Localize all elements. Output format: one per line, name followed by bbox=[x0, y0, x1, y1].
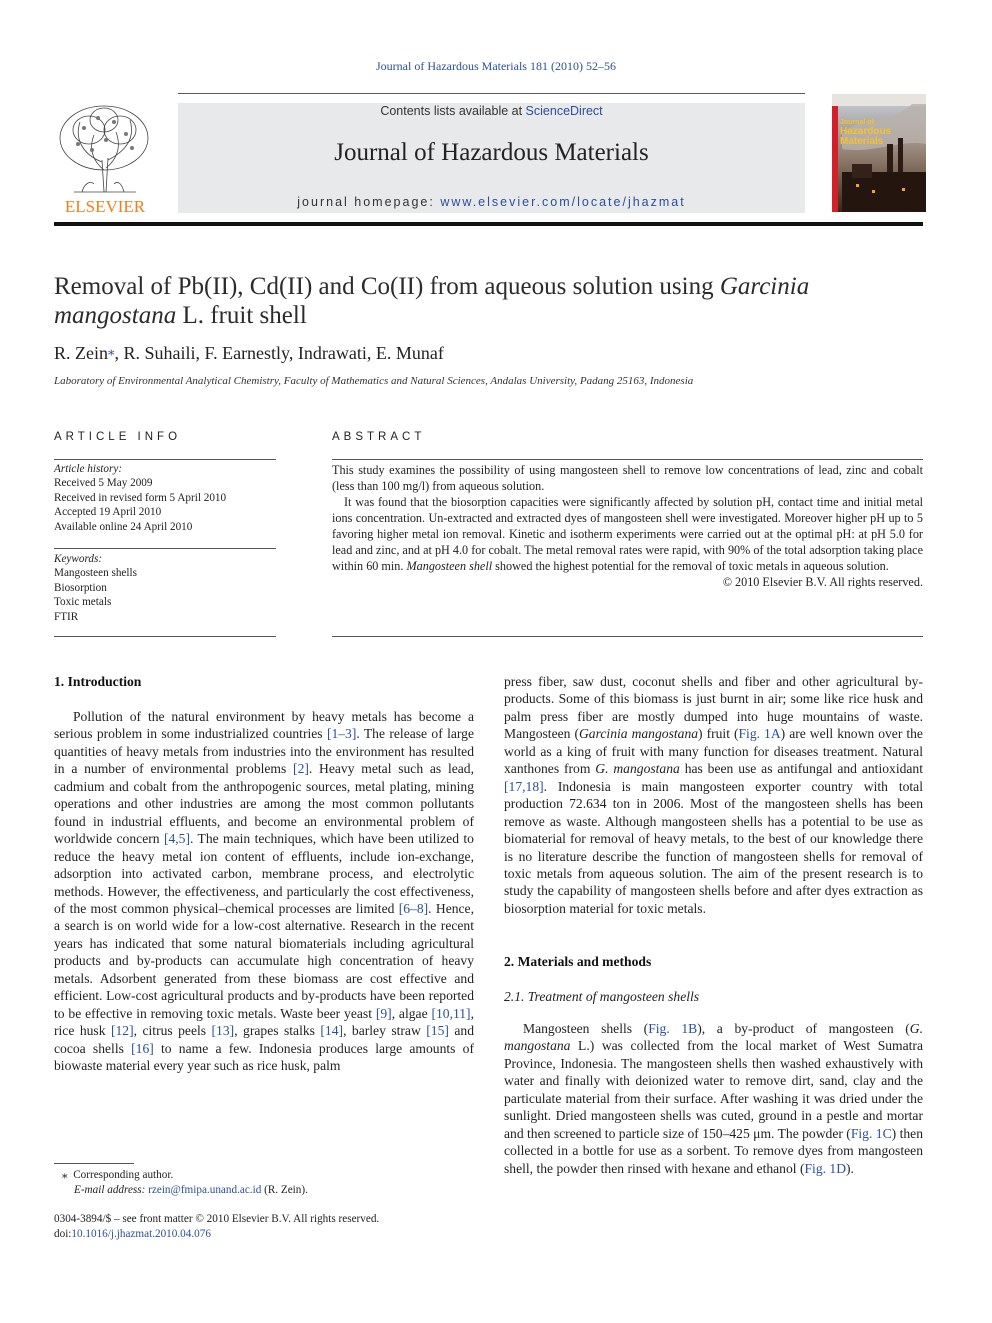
methods-text: Mangosteen shells (Fig. 1B), a by-product of mangosteen (G. mangostana L.) was collected from the local market of West Sumatra Province, Indonesia. The mangosteen shells then washed exhaustively with water and finally with deionized water to remove dirt, sand, clay and the particulate material from their surface. After washing it was dried under the sunlight. Dried mangosteen shells was cuted, ground in a pestle and mortar and then screened to particle size of 150–425 μm. The powder (Fig. 1C) then collected in a bottle for use as a sorbent. To remove dyes from mangosteen shell, the powder then rinsed with hexane and ethanol (Fig. 1D). bbox=[504, 1021, 923, 1176]
figure-link[interactable]: Fig. 1B bbox=[648, 1021, 698, 1036]
header-rule bbox=[54, 222, 923, 226]
introduction-paragraph-continued: press fiber, saw dust, coconut shells and fiber and other agricultural by-products. Some of this biomass is just burnt in air; some like rice husk and palm press fiber are mostly dumped into huge mountains of waste. Mangosteen (Garcinia mangostana) fruit (Fig. 1A) are well known over the world as a king of fruit with many function for diseases treatment. Natural xanthones from G. mangostana has been use as antifungal and antioxidant [17,18]. Indonesia is main mangosteen exporter country with total production 72.634 ton in 2006. Most of the mangosteen shells has been remove as waste. Although mangosteen shells has a potential to be use as biomaterial for removal of heavy metals, to the best of our knowledge there is no literature describe the function of mangosteen shells for removal of toxic metals from aqueous solution. The aim of the present research is to study the capability of mangosteen shells before and after dyes extraction as biosorption material for toxic metals. bbox=[504, 674, 923, 916]
figure-link[interactable]: Fig. 1D bbox=[804, 1160, 847, 1176]
journal-citation[interactable]: Journal of Hazardous Materials 181 (2010) 52–56 bbox=[376, 59, 616, 73]
reference-link[interactable]: [14] bbox=[320, 1023, 344, 1039]
corresponding-footnote bbox=[62, 1168, 482, 1197]
affiliation: Laboratory of Environmental Analytical Chemistry, Faculty of Mathematics and Natural Sciences, Andalas University, Padang 25163, Indonesia bbox=[54, 375, 694, 387]
abstract-body bbox=[332, 462, 923, 590]
title-italic2: mangostana bbox=[54, 302, 177, 329]
journal-cover bbox=[832, 94, 926, 212]
reference-link[interactable]: [1–3] bbox=[326, 726, 357, 742]
title-italic1: Garcinia bbox=[719, 273, 810, 300]
figure-link[interactable]: Fig. 1A bbox=[738, 726, 781, 742]
doi-prefix: doi: bbox=[54, 1227, 72, 1240]
contents-line bbox=[178, 104, 805, 118]
history-accepted: Accepted 19 April 2010 bbox=[54, 506, 162, 519]
svg-text:Hazardous: Hazardous bbox=[840, 126, 892, 137]
introduction-paragraph: Pollution of the natural environment by heavy metals has become a serious problem in some industrialized countries [1–3]. The release of large quantities of heavy metals from industries into the environment has resulted in a number of environmental problems [2]. Heavy metal such as lead, cadmium and cobalt from the anthropogenic sources, metal plating, mining operations and other industries are among the most common pollutants found in industrial effluents, and become an environmental problem of worldwide concern [4,5]. The main techniques, which have been utilized to reduce the heavy metal ion content of effluents, include ion-exchange, adsorption into activated carbon, membrane process, and electrolytic methods. However, the effectiveness, and particularly the cost effectiveness, of the most common physical–chemical processes are limited [6–8]. Hence, a search is on world wide for a low-cost alternative. Research in the recent years has indicated that some natural biomaterials including agricultural products and by-products can accumulate high concentration of heavy metals. Adsorbent generated from these biomass are cost effective and efficient. Low-cost agricultural products and by-products have been reported to be effective in removing toxic metals. Waste beer yeast [9], algae [10,11], rice husk [12], citrus peels [13], grapes stalks [14], barley straw [15] and cocoa shells [16] to name a few. Indonesia produces large amounts of biowaste material every year such as rice husk, palm bbox=[54, 709, 475, 1074]
abstract-paragraph-2 bbox=[332, 494, 923, 574]
article-info-bottom-rule bbox=[54, 636, 276, 637]
article-info-rule bbox=[54, 459, 276, 460]
reference-link[interactable]: [13] bbox=[211, 1023, 235, 1039]
footnote-mark: ⁎ bbox=[62, 1169, 68, 1181]
corresponding-mark[interactable]: ⁎ bbox=[108, 343, 115, 358]
homepage-prefix: journal homepage: bbox=[297, 195, 441, 209]
keyword: Toxic metals bbox=[54, 596, 112, 609]
abstract-paragraph-1: This study examines the possibility of using mangosteen shell to remove low concentrations of lead, zinc and cobalt (less than 100 mg/l) from aqueous solution. bbox=[332, 463, 923, 493]
email-link[interactable]: rzein@fmipa.unand.ac.id bbox=[148, 1183, 262, 1196]
abstract-italic: Mangosteen shell bbox=[406, 559, 493, 573]
abstract-text: showed the highest potential for the removal of toxic metals in aqueous solution. bbox=[492, 559, 889, 573]
article-title bbox=[54, 272, 914, 330]
email-label: E-mail address: bbox=[74, 1183, 149, 1196]
methods-paragraph bbox=[504, 1020, 923, 1177]
abstract-copyright: © 2010 Elsevier B.V. All rights reserved. bbox=[722, 575, 923, 589]
reference-link[interactable]: [9] bbox=[375, 1005, 392, 1021]
keywords bbox=[54, 552, 276, 624]
svg-text:Journal of: Journal of bbox=[840, 119, 874, 126]
svg-text:Materials: Materials bbox=[840, 136, 884, 147]
title-part2: L. fruit shell bbox=[176, 302, 307, 329]
footnote-label: Corresponding author. bbox=[73, 1169, 174, 1181]
keywords-label: Keywords: bbox=[54, 553, 103, 565]
contents-prefix: Contents lists available at bbox=[380, 104, 526, 118]
front-matter bbox=[54, 1212, 554, 1241]
sciencedirect-link[interactable]: ScienceDirect bbox=[525, 104, 603, 118]
keywords-rule bbox=[54, 548, 276, 549]
reference-link[interactable]: [4,5] bbox=[163, 831, 190, 847]
subsection-heading-treatment: 2.1. Treatment of mangosteen shells bbox=[504, 989, 700, 1004]
journal-title: Journal of Hazardous Materials bbox=[334, 139, 649, 166]
doi-link[interactable]: 10.1016/j.jhazmat.2010.04.076 bbox=[71, 1227, 211, 1240]
abstract-bottom-rule bbox=[332, 636, 923, 637]
elsevier-logo bbox=[54, 100, 156, 216]
homepage-line bbox=[178, 195, 805, 209]
homepage-link[interactable]: www.elsevier.com/locate/jhazmat bbox=[440, 195, 686, 209]
article-history bbox=[54, 462, 276, 534]
abstract-heading: ABSTRACT bbox=[332, 431, 426, 443]
figure-link[interactable]: Fig. 1C bbox=[850, 1125, 892, 1141]
author-list bbox=[54, 343, 914, 364]
email-suffix: (R. Zein). bbox=[261, 1183, 308, 1196]
footnote-rule bbox=[54, 1163, 134, 1164]
reference-link[interactable]: [10,11] bbox=[431, 1005, 471, 1021]
journal-cover-image bbox=[832, 94, 926, 212]
history-received: Received 5 May 2009 bbox=[54, 477, 153, 490]
keyword: Mangosteen shells bbox=[54, 567, 137, 580]
authors-rest: , R. Suhaili, F. Earnestly, Indrawati, E. Munaf bbox=[114, 343, 444, 363]
introduction-column-2 bbox=[504, 673, 923, 917]
masthead-top-rule bbox=[178, 93, 805, 94]
history-revised: Received in revised form 5 April 2010 bbox=[54, 491, 227, 504]
publisher-logo-text: ELSEVIER bbox=[64, 197, 146, 216]
introduction-column-1 bbox=[54, 708, 474, 1075]
reference-link[interactable]: [12] bbox=[110, 1023, 134, 1039]
reference-link[interactable]: [2] bbox=[293, 761, 309, 777]
abstract-text: It was found that the biosorption capacities were significantly affected by solution pH, contact time and initial metal ions concentration. Un-extracted and extracted dyes of mangosteen shell were investigated. Moreover higher pH up to 5 favoring higher metal ion removal. Kinetic and isotherm experiments were carried out at the optimal pH: at pH 5.0 for lead and zinc, and at pH 4.0 for cobalt. The metal removal rates were rapid, with 90% of the total adsorption taking place within 60 min. bbox=[332, 495, 923, 573]
reference-link[interactable]: [16] bbox=[131, 1040, 154, 1056]
history-label: Article history: bbox=[54, 463, 123, 475]
author-first: R. Zein bbox=[54, 343, 108, 363]
keyword: FTIR bbox=[54, 610, 79, 623]
reference-link[interactable]: [15] bbox=[426, 1023, 449, 1039]
issn-line: 0304-3894/$ – see front matter © 2010 Elsevier B.V. All rights reserved. bbox=[54, 1213, 380, 1225]
title-part1: Removal of Pb(II), Cd(II) and Co(II) from aqueous solution using bbox=[54, 273, 720, 300]
article-info-heading: ARTICLE INFO bbox=[54, 431, 182, 443]
reference-link[interactable]: [17,18] bbox=[504, 778, 544, 794]
keyword: Biosorption bbox=[54, 581, 107, 594]
history-online: Available online 24 April 2010 bbox=[54, 520, 193, 533]
abstract-rule bbox=[332, 459, 923, 460]
section-heading-methods: 2. Materials and methods bbox=[504, 954, 652, 969]
reference-link[interactable]: [6–8] bbox=[398, 900, 429, 916]
elsevier-tree-icon bbox=[54, 100, 156, 216]
section-heading-introduction: 1. Introduction bbox=[54, 674, 142, 689]
